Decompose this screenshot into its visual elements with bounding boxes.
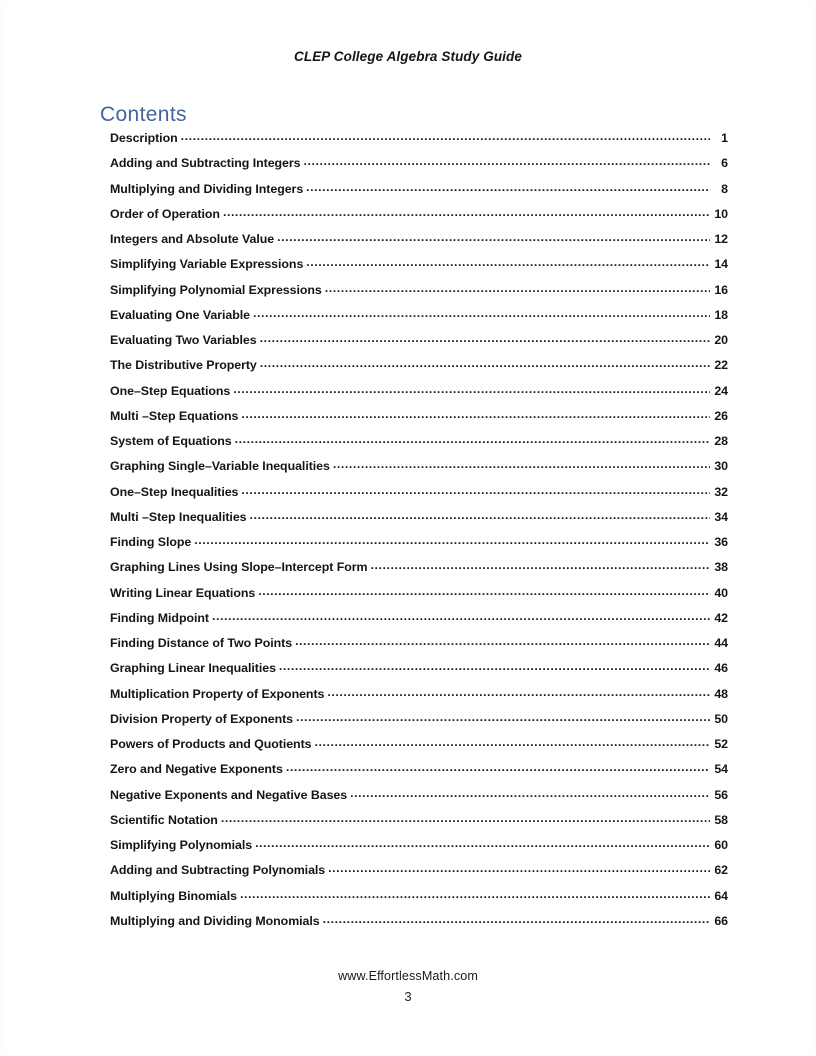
toc-entry[interactable] [110, 914, 728, 939]
toc-dot-leader [333, 459, 710, 470]
toc-entry[interactable] [110, 586, 728, 611]
toc-entry[interactable] [110, 636, 728, 661]
toc-entry-page-number: 12 [714, 232, 728, 246]
toc-entry-page-number: 1 [721, 131, 728, 145]
toc-dot-leader [181, 131, 710, 142]
toc-dot-leader [296, 712, 710, 723]
toc-entry-title: Graphing Single–Variable Inequalities [110, 459, 330, 474]
toc-dot-leader [194, 535, 710, 546]
toc-entry-title: Graphing Linear Inequalities [110, 661, 276, 676]
toc-entry[interactable] [110, 560, 728, 585]
toc-entry-title: Evaluating Two Variables [110, 333, 257, 347]
toc-entry-title: Division Property of Exponents [110, 711, 294, 726]
toc-entry[interactable] [110, 283, 728, 308]
toc-entry-page-number: 30 [714, 459, 728, 474]
toc-dot-leader [235, 434, 710, 445]
toc-entry-title: Multiplication Property of Exponents [110, 686, 325, 701]
toc-entry-title: System of Equations [110, 434, 232, 448]
toc-entry-title: Writing Linear Equations [110, 585, 256, 600]
toc-dot-leader [233, 384, 710, 395]
toc-entry-title: Multiplying and Dividing Monomials [110, 913, 320, 928]
toc-entry-title: Simplifying Variable Expressions [110, 257, 304, 272]
toc-entry[interactable] [110, 889, 728, 914]
toc-dot-leader [253, 308, 710, 319]
toc-entry-page-number: 50 [714, 711, 728, 726]
toc-entry[interactable] [110, 863, 728, 888]
toc-entry-page-number: 36 [714, 535, 728, 549]
toc-entry-page-number: 16 [714, 282, 728, 297]
toc-entry-page-number: 44 [714, 636, 728, 650]
toc-entry[interactable] [110, 510, 728, 535]
toc-entry-page-number: 10 [714, 206, 728, 221]
toc-entry[interactable] [110, 788, 728, 813]
toc-entry-title: Evaluating One Variable [110, 307, 251, 322]
toc-entry-title: Multi –Step Equations [110, 408, 239, 423]
toc-entry-page-number: 46 [714, 661, 728, 676]
toc-entry-title: Simplifying Polynomial Expressions [110, 282, 322, 297]
toc-dot-leader [286, 762, 710, 773]
toc-dot-leader [223, 207, 710, 218]
toc-entry[interactable] [110, 838, 728, 863]
toc-dot-leader [371, 560, 710, 571]
toc-dot-leader [306, 182, 710, 193]
toc-entry[interactable] [110, 131, 728, 156]
toc-dot-leader [327, 687, 710, 698]
toc-entry-title: Finding Slope [110, 535, 192, 549]
toc-dot-leader [250, 510, 711, 521]
toc-entry-page-number: 64 [714, 888, 728, 903]
toc-dot-leader [323, 914, 710, 925]
toc-entry-title: Powers of Products and Quotients [110, 737, 312, 751]
toc-entry-title: The Distributive Property [110, 358, 257, 373]
toc-dot-leader [304, 156, 710, 167]
toc-entry-title: Adding and Subtracting Integers [110, 156, 301, 171]
toc-dot-leader [315, 737, 711, 748]
toc-entry-title: Description [110, 131, 178, 145]
toc-entry-page-number: 32 [714, 484, 728, 499]
toc-entry[interactable] [110, 232, 728, 257]
toc-entry[interactable] [110, 459, 728, 484]
toc-dot-leader [260, 358, 710, 369]
toc-entry[interactable] [110, 762, 728, 787]
toc-entry-page-number: 42 [714, 610, 728, 625]
toc-entry[interactable] [110, 712, 728, 737]
toc-entry[interactable] [110, 358, 728, 383]
toc-entry-page-number: 62 [714, 863, 728, 878]
toc-entry[interactable] [110, 308, 728, 333]
toc-entry-title: Multiplying Binomials [110, 888, 237, 903]
toc-entry[interactable] [110, 409, 728, 434]
toc-entry[interactable] [110, 434, 728, 459]
toc-dot-leader [277, 232, 710, 243]
toc-dot-leader [328, 863, 710, 874]
toc-entry-page-number: 6 [721, 156, 728, 171]
toc-entry[interactable] [110, 687, 728, 712]
page-edge-top [0, 0, 816, 2]
toc-entry-title: Finding Distance of Two Points [110, 636, 293, 650]
toc-entry-page-number: 58 [714, 812, 728, 827]
toc-entry-title: Graphing Lines Using Slope–Intercept Form [110, 560, 368, 575]
toc-entry-page-number: 34 [714, 509, 728, 524]
toc-entry-title: One–Step Inequalities [110, 484, 239, 499]
toc-dot-leader [279, 661, 710, 672]
toc-entry[interactable] [110, 535, 728, 560]
toc-entry-page-number: 56 [714, 787, 728, 802]
toc-entry[interactable] [110, 333, 728, 358]
toc-entry-page-number: 60 [714, 838, 728, 852]
toc-entry-title: One–Step Equations [110, 383, 231, 398]
toc-entry[interactable] [110, 737, 728, 762]
page-edge-left [0, 0, 3, 1056]
footer-website-url: www.EffortlessMath.com [338, 969, 478, 983]
toc-entry-page-number: 26 [714, 408, 728, 423]
toc-entry-page-number: 20 [714, 333, 728, 347]
toc-entry[interactable] [110, 257, 728, 282]
toc-dot-leader [212, 611, 710, 622]
toc-entry[interactable] [110, 611, 728, 636]
toc-entry[interactable] [110, 813, 728, 838]
toc-entry[interactable] [110, 485, 728, 510]
toc-entry-title: Zero and Negative Exponents [110, 762, 283, 777]
toc-entry-page-number: 48 [714, 686, 728, 701]
toc-entry-page-number: 52 [714, 737, 728, 751]
toc-entry-title: Adding and Subtracting Polynomials [110, 863, 326, 878]
running-header-title: CLEP College Algebra Study Guide [294, 49, 522, 64]
toc-entry-title: Negative Exponents and Negative Bases [110, 787, 348, 802]
toc-entry-title: Finding Midpoint [110, 610, 209, 625]
toc-dot-leader [255, 838, 710, 849]
toc-entry-page-number: 18 [714, 307, 728, 322]
toc-entry[interactable] [110, 182, 728, 207]
toc-entry-title: Scientific Notation [110, 812, 218, 827]
toc-entry-page-number: 28 [714, 434, 728, 448]
toc-entry-page-number: 8 [721, 181, 728, 196]
toc-entry-page-number: 66 [714, 913, 728, 928]
table-of-contents [110, 131, 728, 939]
toc-entry-page-number: 14 [714, 257, 728, 272]
toc-dot-leader [260, 333, 710, 344]
toc-dot-leader [240, 889, 710, 900]
toc-entry-title: Order of Operation [110, 206, 220, 221]
toc-entry-title: Multiplying and Dividing Integers [110, 181, 304, 196]
toc-dot-leader [241, 409, 710, 420]
toc-entry-page-number: 54 [714, 762, 728, 777]
toc-entry[interactable] [110, 661, 728, 686]
toc-dot-leader [325, 283, 710, 294]
toc-entry[interactable] [110, 207, 728, 232]
toc-dot-leader [241, 485, 710, 496]
contents-heading: Contents [100, 103, 187, 126]
toc-dot-leader [221, 813, 710, 824]
toc-entry-title: Multi –Step Inequalities [110, 509, 247, 524]
toc-dot-leader [258, 586, 710, 597]
toc-entry-page-number: 24 [714, 383, 728, 398]
toc-entry[interactable] [110, 384, 728, 409]
toc-dot-leader [295, 636, 710, 647]
toc-entry-page-number: 38 [714, 560, 728, 575]
toc-entry-page-number: 40 [714, 585, 728, 600]
toc-entry-page-number: 22 [714, 358, 728, 373]
toc-entry-title: Simplifying Polynomials [110, 838, 253, 852]
toc-dot-leader [306, 257, 710, 268]
toc-dot-leader [350, 788, 710, 799]
toc-entry[interactable] [110, 156, 728, 181]
footer-page-number: 3 [404, 989, 412, 1004]
toc-entry-title: Integers and Absolute Value [110, 232, 275, 246]
